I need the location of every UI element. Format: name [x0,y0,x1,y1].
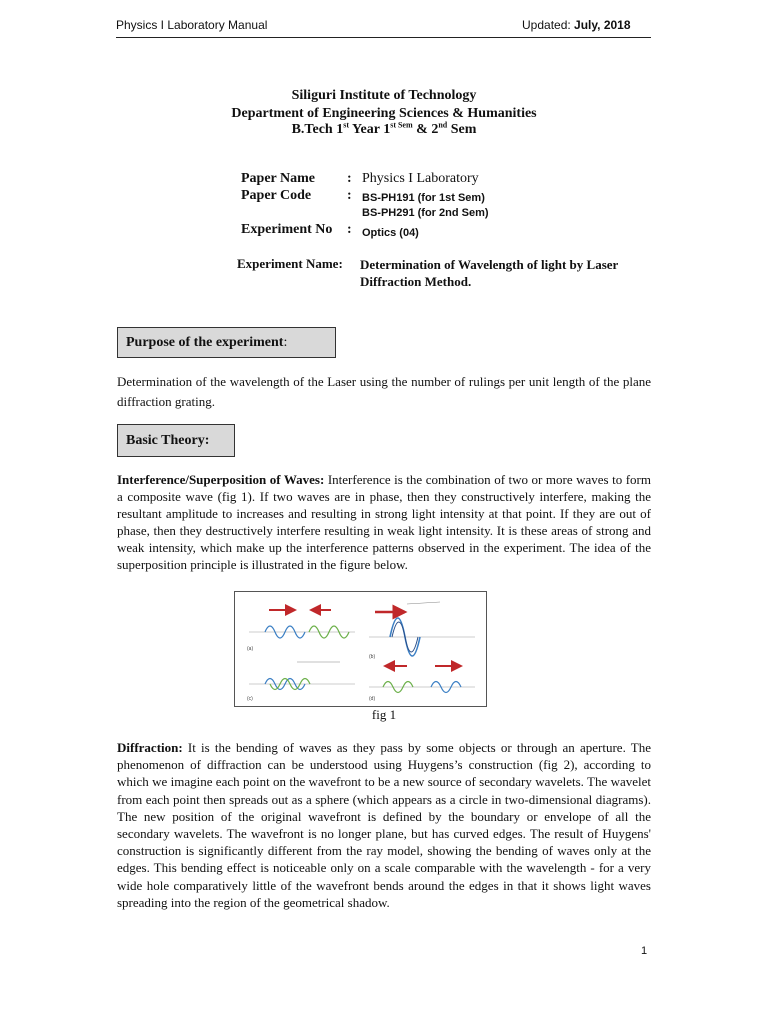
basic-theory-heading: Basic Theory: [117,424,235,457]
svg-text:(b): (b) [369,654,376,660]
diffraction-paragraph [117,739,651,911]
diffraction-body: It is the bending of waves as they pass by some objects or through an aperture. The phenomenon of diffraction can be understood using Huygens’s construction (fig 2), according to which we imagine each point on the wavefront to be a new source of secondary wavelets. The wavelet from each point then spreads out as a sphere (which appears as a circle in two-dimensional diagrams). The new position of the original wavefront is defined by the boundary or envelope of all the secondary wavelets. The wavefront is no longer plane, but has curved edges. The result of Huygens' construction is significantly different from the ray model, showing the bending of waves only at the edges. This bending effect is noticeable only on a scale comparable with the wavelength - for a very wide hole comparatively little of the wavefront bends around the edges in that it shows light waves spreading into the region of the geometrical shadow. [117,740,651,910]
department-name: Department of Engineering Sciences & Humanities [231,106,537,121]
paper-code-colon: : [347,188,352,203]
experiment-no-value: Optics (04) [362,227,419,239]
svg-text:(d): (d) [369,696,376,702]
updated-label: Updated: [522,18,571,32]
interference-paragraph [117,471,651,573]
superposition-diagram [235,592,486,706]
experiment-no-label: Experiment No [241,222,333,237]
diffraction-lead: Diffraction: [117,740,183,755]
paper-code-first-sem: BS-PH191 (for 1st Sem) [362,192,485,204]
experiment-no-colon: : [347,222,352,237]
svg-text:(a): (a) [247,646,254,652]
page-number: 1 [641,945,648,957]
purpose-paragraph: Determination of the wavelength of the Laser using the number of rulings per unit length of the plane diffraction grating. [117,374,651,409]
paper-code-label: Paper Code [241,188,312,203]
paper-code-second-sem: BS-PH291 (for 2nd Sem) [362,207,489,219]
course-line: B.Tech 1st Year $1^{st Sem}$ & 2nd Sem [291,120,477,137]
running-header-title: Physics I Laboratory Manual [116,18,268,32]
paper-name-label: Paper Name [241,171,315,186]
purpose-heading-colon: : [283,334,288,350]
institute-name: Siliguri Institute of Technology [291,88,477,103]
svg-text:(c): (c) [247,696,253,702]
paper-name-value: Physics I Laboratory [362,171,479,186]
interference-lead: Interference/Superposition of Waves: [117,472,325,487]
experiment-name-label: Experiment Name: [237,256,343,271]
updated-date: July, 2018 [574,18,631,32]
figure-caption: fig 1 [371,707,397,722]
superposition-figure [234,591,487,707]
purpose-heading-text: Purpose of the experiment [126,334,284,350]
interference-body: Interference is the combination of two or more waves to form a composite wave (fig 1). If two waves are in phase, then they constructively interfere, making the resultant amplitude to increases and resulting in strong light intensity at that point. If they are out of phase, then they destructively interfere resulting in weak light intensity. It is these areas of strong and weak intensity, which make up the interference patterns observed in the experiment. The idea of the superposition principle is illustrated in the figure below. [117,472,652,572]
running-header-updated [522,18,631,32]
header-divider [116,37,651,38]
paper-name-colon: : [347,171,352,186]
purpose-heading [117,327,336,358]
experiment-name-value: Determination of Wavelength of light by Laser Diffraction Method. [360,257,619,289]
